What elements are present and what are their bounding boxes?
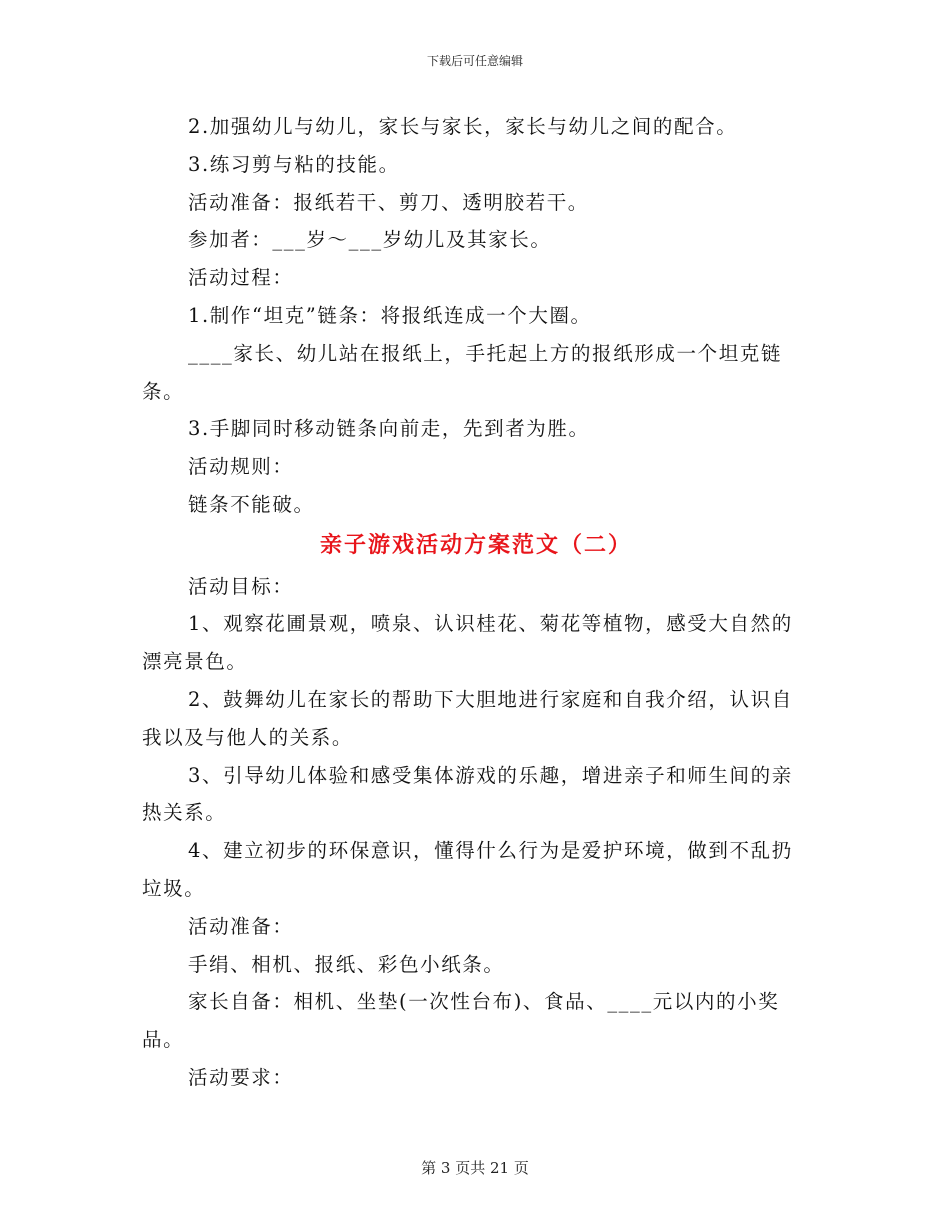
paragraph: 活动目标： bbox=[188, 574, 294, 598]
paragraph: ____家长、幼儿站在报纸上，手托起上方的报纸形成一个坦克链条。 bbox=[142, 341, 783, 403]
paragraph: 3.练习剪与粘的技能。 bbox=[188, 152, 400, 176]
section-title: 亲子游戏活动方案范文（二） bbox=[319, 532, 632, 558]
paragraph: 活动过程： bbox=[188, 266, 294, 290]
page-header: 下载后可任意编辑 bbox=[426, 54, 523, 68]
paragraph: 活动准备：报纸若干、剪刀、透明胶若干。 bbox=[188, 190, 589, 214]
page-footer: 第 3 页共 21 页 bbox=[421, 1159, 529, 1177]
paragraph: 活动准备： bbox=[188, 914, 294, 938]
paragraph: 手绢、相机、报纸、彩色小纸条。 bbox=[188, 952, 505, 976]
paragraph: 1、观察花圃景观，喷泉、认识桂花、菊花等植物，感受大自然的漂亮景色。 bbox=[142, 612, 793, 674]
paragraph: 1.制作“坦克”链条：将报纸连成一个大圈。 bbox=[188, 303, 592, 327]
paragraph: 2、鼓舞幼儿在家长的帮助下大胆地进行家庭和自我介绍，认识自我以及与他人的关系。 bbox=[142, 687, 793, 749]
paragraph: 3.手脚同时移动链条向前走，先到者为胜。 bbox=[188, 417, 590, 441]
paragraph: 家长自备：相机、坐垫(一次性台布)、食品、____元以内的小奖品。 bbox=[142, 990, 780, 1052]
paragraph: 链条不能破。 bbox=[188, 492, 315, 516]
document-body bbox=[142, 108, 810, 1097]
paragraph: 活动规则： bbox=[188, 455, 294, 479]
paragraph: 4、建立初步的环保意识，懂得什么行为是爱护环境，做到不乱扔垃圾。 bbox=[142, 839, 793, 900]
paragraph: 参加者：___岁～___岁幼儿及其家长。 bbox=[188, 228, 552, 252]
paragraph: 活动要求： bbox=[188, 1065, 294, 1089]
paragraph: 2.加强幼儿与幼儿，家长与家长，家长与幼儿之间的配合。 bbox=[188, 115, 738, 138]
paragraph: 3、引导幼儿体验和感受集体游戏的乐趣，增进亲子和师生间的亲热关系。 bbox=[142, 763, 793, 825]
